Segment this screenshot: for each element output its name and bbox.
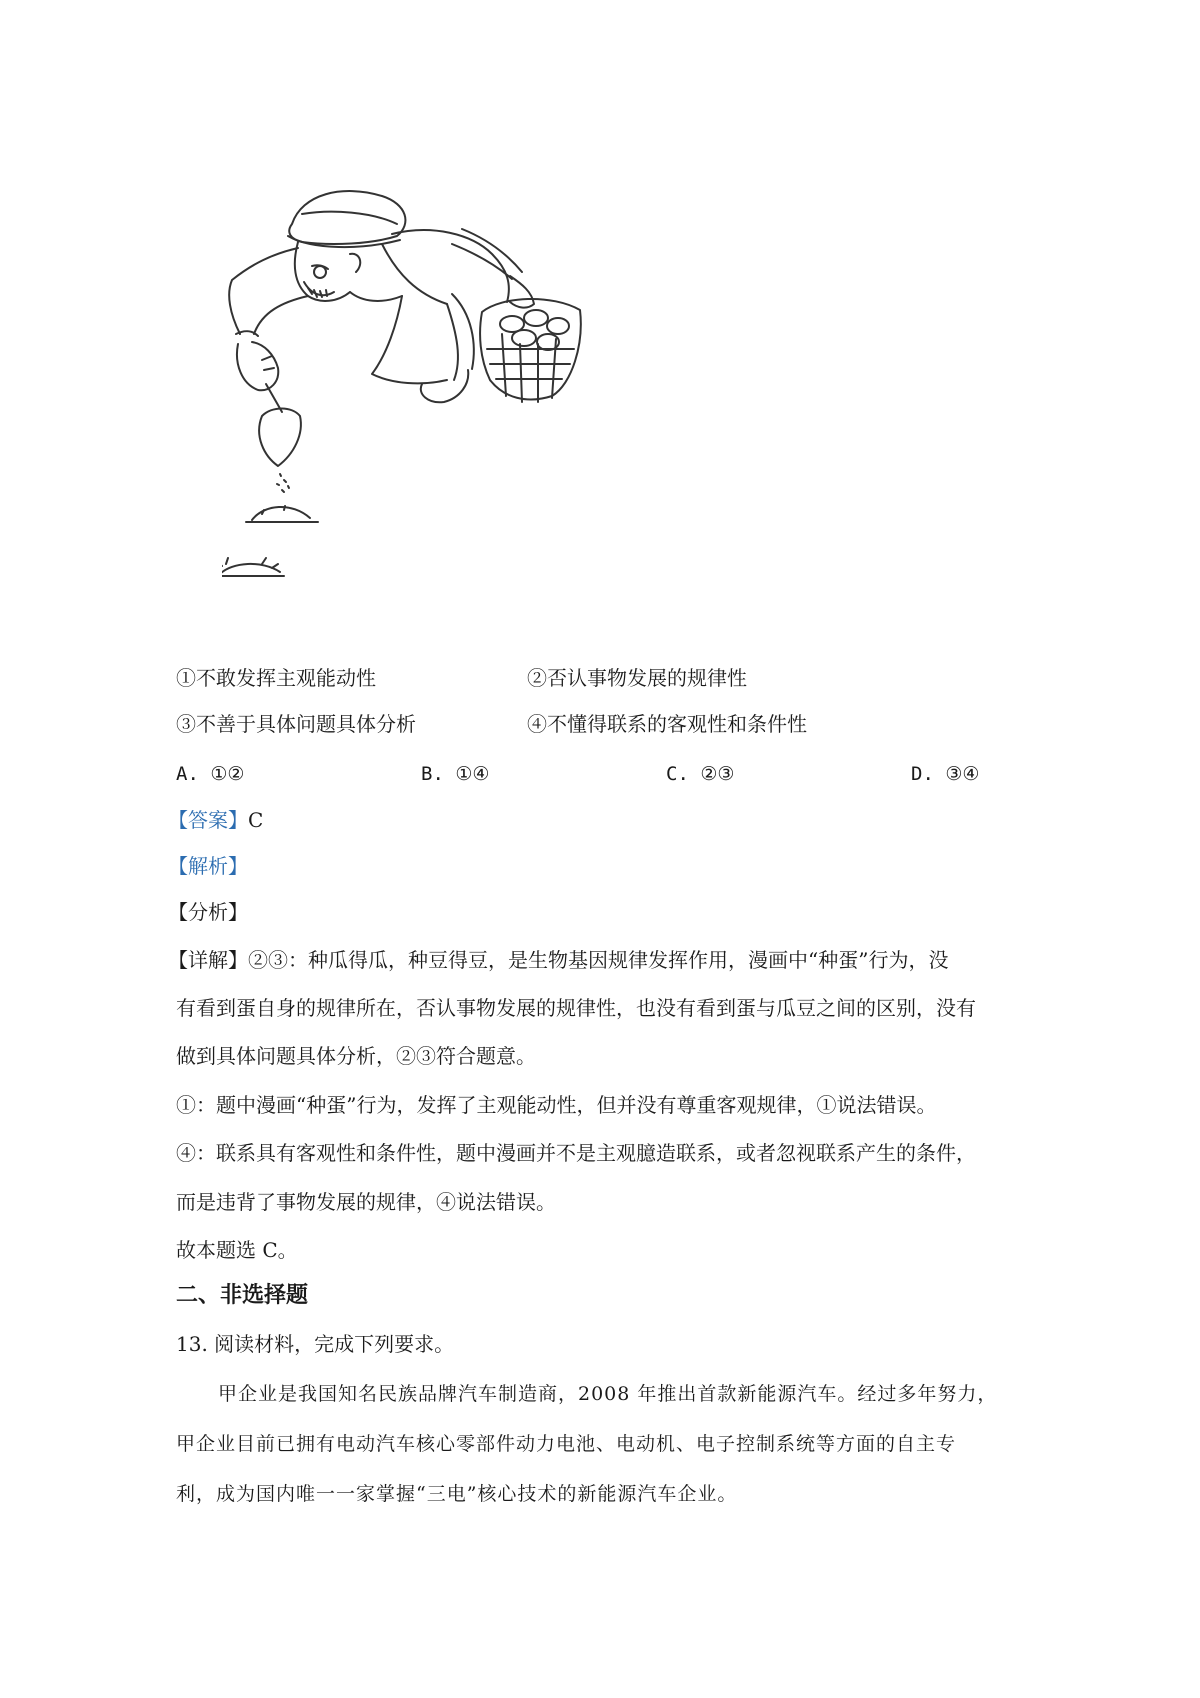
detail-line-1 [168, 946, 948, 974]
statement-1: ①不敢发挥主观能动性 [176, 666, 376, 690]
choice-a [176, 760, 244, 788]
section-title: 二、非选择题 [176, 1283, 309, 1308]
choice-a-value: ①② [210, 763, 245, 785]
choice-a-letter: A. [176, 763, 199, 785]
choices-row [176, 760, 1076, 788]
detail-p2: ①：题中漫画“种蛋”行为，发挥了主观能动性，但并没有尊重客观规律，①说法错误。 [176, 1093, 937, 1117]
statement-4: ④不懂得联系的客观性和条件性 [527, 712, 807, 736]
egg-planting-cartoon [222, 184, 642, 644]
fenxi-tag: 【分析】 [168, 900, 248, 924]
detail-p1-line-3: 做到具体问题具体分析，②③符合题意。 [176, 1044, 536, 1068]
detail-conclusion: 故本题选 C。 [176, 1238, 298, 1262]
statement-3: ③不善于具体问题具体分析 [176, 712, 416, 736]
detail-tag: 【详解】 [168, 948, 248, 972]
detail-p1-line-2: 有看到蛋自身的规律所在，否认事物发展的规律性，也没有看到蛋与瓜豆之间的区别，没有 [176, 996, 976, 1020]
choice-d-letter: D. [911, 763, 934, 785]
material-line-1: 甲企业是我国知名民族品牌汽车制造商，2008 年推出首款新能源汽车。经过多年努力， [218, 1383, 998, 1405]
detail-p1-line-1: ②③：种瓜得瓜，种豆得豆，是生物基因规律发挥作用，漫画中“种蛋”行为，没 [248, 948, 949, 972]
choice-b-letter: B. [421, 763, 444, 785]
answer-tag: 【答案】 [168, 808, 248, 832]
question-13-prompt: 13. 阅读材料，完成下列要求。 [176, 1332, 455, 1356]
choice-b [421, 760, 489, 788]
detail-p3-line-1: ④：联系具有客观性和条件性，题中漫画并不是主观臆造联系，或者忽视联系产生的条件， [176, 1141, 976, 1165]
choice-c-value: ②③ [700, 763, 735, 785]
choice-d [911, 760, 979, 788]
material-line-3: 利，成为国内唯一一家掌握“三电”核心技术的新能源汽车企业。 [176, 1483, 738, 1505]
answer-line [168, 806, 263, 834]
statements-row-1 [176, 664, 1076, 692]
answer-value: C [248, 808, 264, 832]
analysis-tag: 【解析】 [168, 854, 248, 878]
detail-p3-line-2: 而是违背了事物发展的规律，④说法错误。 [176, 1190, 556, 1214]
choice-d-value: ③④ [945, 763, 980, 785]
statement-2: ②否认事物发展的规律性 [527, 666, 747, 690]
choice-c [666, 760, 734, 788]
material-line-2: 甲企业目前已拥有电动汽车核心零部件动力电池、电动机、电子控制系统等方面的自主专 [176, 1433, 957, 1455]
choice-c-letter: C. [666, 763, 689, 785]
choice-b-value: ①④ [455, 763, 490, 785]
statements-row-2 [176, 710, 1076, 738]
